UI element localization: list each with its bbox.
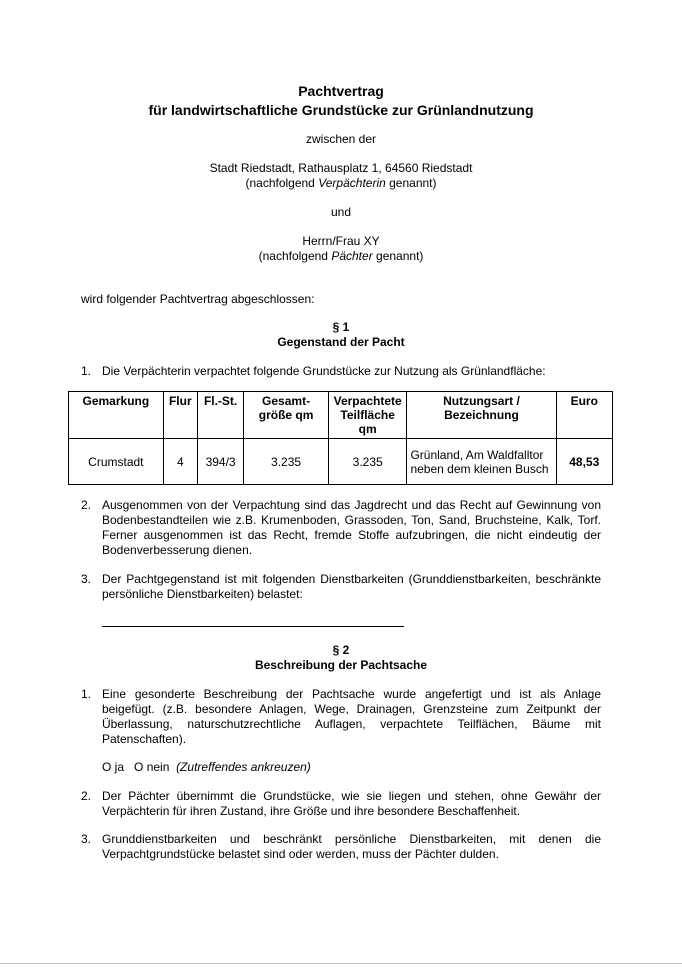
table-header-cell: Verpachtete Teilfläche qm — [328, 392, 407, 439]
item-number: 2. — [81, 789, 92, 803]
item-text: Grunddienstbarkeiten und beschränkt persönliche Dienstbarkeiten, mit denen die Verpachtgrundstücke belastet sind oder werden, muss der Pächter dulden. — [102, 832, 601, 861]
table-header-cell: Nutzungsart / Bezeichnung — [407, 392, 556, 439]
table-header-cell: Fl.-St. — [197, 392, 243, 439]
table-header-cell: Flur — [163, 392, 197, 439]
section1-item3 — [81, 572, 601, 602]
option-nein[interactable]: O nein — [134, 760, 170, 774]
lessor-name: Stadt Riedstadt, Rathausplatz 1, 64560 Riedstadt — [209, 161, 473, 175]
document-subtitle: für landwirtschaftliche Grundstücke zur Grünlandnutzung — [148, 102, 534, 118]
document-title: Pachtvertrag — [298, 83, 384, 99]
item-text: Der Pächter übernimmt die Grundstücke, wie sie liegen und stehen, ohne Gewähr der Verpächterin für ihren Zustand, ihre Größe und ihre besondere Beschaffenheit. — [102, 789, 601, 818]
lessee-name: Herrn/Frau XY — [302, 234, 380, 248]
item-number: 3. — [81, 572, 92, 586]
section1-title: Gegenstand der Pacht — [277, 335, 405, 349]
section1-number: § 1 — [332, 320, 350, 334]
table-cell: 3.235 — [328, 439, 407, 485]
lessee-note-post: genannt) — [372, 249, 424, 263]
table-header-row — [69, 392, 613, 439]
section2-number: § 2 — [332, 643, 350, 657]
section2-item1 — [81, 687, 601, 747]
item-number: 2. — [81, 498, 92, 512]
table-cell: 48,53 — [556, 439, 612, 485]
lessee-note — [0, 249, 682, 264]
section2-item2 — [81, 789, 601, 819]
lessor-note-post: genannt) — [385, 176, 437, 190]
item-text: Der Pachtgegenstand ist mit folgenden Dienstbarkeiten (Grunddienstbarkeiten, beschränkte persönliche Dienstbarkeiten) belastet: — [102, 572, 601, 601]
and-text: und — [330, 205, 352, 219]
table-row — [69, 439, 613, 485]
section1-item1 — [81, 364, 601, 379]
item-number: 1. — [81, 364, 92, 378]
table-header-cell: Gesamt-größe qm — [244, 392, 329, 439]
option-ja[interactable]: O ja — [102, 760, 125, 774]
lessee-note-pre: (nachfolgend — [258, 249, 332, 263]
table-cell: Grünland, Am Waldfalltor neben dem kleinen Busch — [407, 439, 556, 485]
table-header-cell: Gemarkung — [69, 392, 164, 439]
lessor-role: Verpächterin — [318, 176, 386, 190]
section2-item3 — [81, 832, 601, 862]
item-text: Die Verpächterin verpachtet folgende Grundstücke zur Nutzung als Grünlandfläche: — [102, 364, 546, 378]
intro-text: wird folgender Pachtvertrag abgeschlossen: — [81, 292, 315, 306]
section1-item2 — [81, 498, 601, 558]
table-cell: Crumstadt — [69, 439, 164, 485]
table-header-cell: Euro — [556, 392, 612, 439]
item-text: Eine gesonderte Beschreibung der Pachtsache wurde angefertigt und ist als Anlage beigefügt. (z.B. besondere Anlagen, Wege, Drainagen, Grenzsteine zum Zeitpunkt der Überlassung, naturschutzrechtliche Auflagen, verpachtete Teilflächen, Bäume mit Patenschaften). — [102, 687, 601, 746]
item-number: 3. — [81, 832, 92, 846]
item-number: 1. — [81, 687, 92, 701]
lessor-note-pre: (nachfolgend — [245, 176, 319, 190]
section2-title: Beschreibung der Pachtsache — [254, 658, 428, 672]
between-text: zwischen der — [305, 132, 377, 146]
option-hint: (Zutreffendes ankreuzen) — [176, 760, 311, 774]
item-text: Ausgenommen von der Verpachtung sind das Jagdrecht und das Recht auf Gewinnung von Bodenbestandteilen wie z.B. Krumenboden, Grassoden, Ton, Sand, Bruchsteine, Kalk, Torf. Ferner ausgenommen ist das Recht, fremde Stoffe aufzubringen, die nicht eindeutig der Bodenverbesserung dienen. — [102, 498, 601, 557]
lessee-role: Pächter — [331, 249, 373, 263]
parcel-table — [68, 391, 613, 485]
table-cell: 4 — [163, 439, 197, 485]
table-cell: 3.235 — [244, 439, 329, 485]
table-cell: 394/3 — [197, 439, 243, 485]
lessor-note — [0, 176, 682, 191]
blank-line[interactable] — [102, 626, 404, 627]
page-divider — [0, 963, 682, 964]
ja-nein-options — [102, 760, 311, 775]
